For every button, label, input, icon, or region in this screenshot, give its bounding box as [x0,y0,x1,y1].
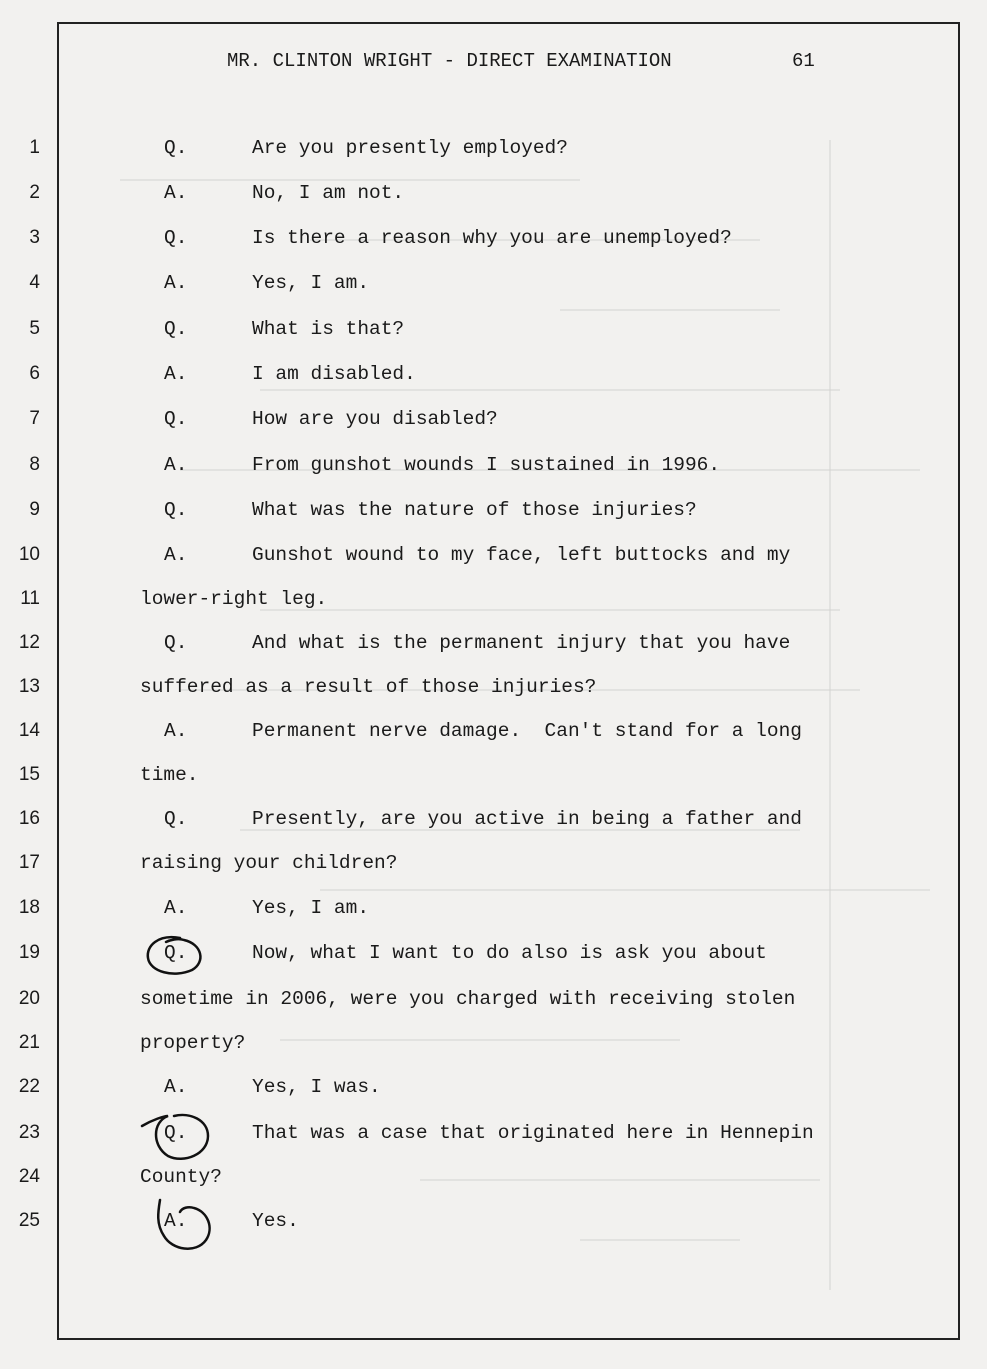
line-text: Yes, I am. [252,897,370,919]
speaker-marker: A. [164,454,188,476]
transcript-line [0,852,987,882]
page-header [0,50,987,76]
transcript-line [0,897,987,927]
transcript-line [0,499,987,529]
line-number: 25 [18,1210,40,1231]
line-text: Is there a reason why you are unemployed? [252,227,732,249]
transcript-line [0,988,987,1018]
line-text: No, I am not. [252,182,405,204]
transcript-line [0,720,987,750]
page-number: 61 [792,50,815,72]
line-text: What was the nature of those injuries? [252,499,697,521]
transcript-line [0,808,987,838]
header-title: MR. CLINTON WRIGHT - DIRECT EXAMINATION [227,50,672,72]
transcript-line [0,408,987,438]
line-text: suffered as a result of those injuries? [140,676,597,698]
speaker-marker: A. [164,544,188,566]
speaker-marker: A. [164,720,188,742]
line-number: 11 [20,588,40,609]
line-number: 6 [29,363,40,384]
transcript-line [0,1076,987,1106]
line-number: 9 [29,499,40,520]
line-number: 10 [18,544,40,565]
line-text: Permanent nerve damage. Can't stand for a long [252,720,802,742]
transcript-line [0,632,987,662]
line-number: 17 [18,852,40,873]
speaker-marker: Q. [164,942,188,964]
line-text: raising your children? [140,852,398,874]
speaker-marker: A. [164,182,188,204]
speaker-marker: Q. [164,1122,188,1144]
line-text: How are you disabled? [252,408,498,430]
line-number: 13 [18,676,40,697]
transcript-line [0,272,987,302]
speaker-marker: Q. [164,318,188,340]
line-text: Yes, I was. [252,1076,381,1098]
line-text: What is that? [252,318,405,340]
transcript-line [0,1122,987,1152]
line-number: 22 [18,1076,40,1097]
speaker-marker: Q. [164,137,188,159]
speaker-marker: A. [164,272,188,294]
line-number: 15 [18,764,40,785]
transcript-line [0,227,987,257]
line-text: sometime in 2006, were you charged with receiving stolen [140,988,796,1010]
line-number: 12 [18,632,40,653]
transcript-line [0,454,987,484]
speaker-marker: Q. [164,408,188,430]
speaker-marker: Q. [164,632,188,654]
line-text: time. [140,764,199,786]
line-number: 18 [18,897,40,918]
transcript-line [0,676,987,706]
line-text: lower-right leg. [140,588,328,610]
transcript-line [0,588,987,618]
line-text: Yes, I am. [252,272,370,294]
line-text: Gunshot wound to my face, left buttocks and my [252,544,791,566]
transcript-line [0,363,987,393]
line-number: 7 [29,408,40,429]
speaker-marker: Q. [164,499,188,521]
line-number: 14 [18,720,40,741]
speaker-marker: Q. [164,808,188,830]
line-number: 23 [18,1122,40,1143]
speaker-marker: A. [164,363,188,385]
transcript-line [0,942,987,972]
line-number: 21 [18,1032,40,1053]
line-text: Are you presently employed? [252,137,568,159]
line-number: 20 [18,988,40,1009]
speaker-marker: Q. [164,227,188,249]
line-number: 1 [29,137,40,158]
transcript-line [0,182,987,212]
line-text: And what is the permanent injury that you have [252,632,791,654]
line-text: Yes. [252,1210,299,1232]
line-number: 3 [29,227,40,248]
line-text: I am disabled. [252,363,416,385]
speaker-marker: A. [164,897,188,919]
transcript-line [0,137,987,167]
transcript-line [0,764,987,794]
transcript-line [0,544,987,574]
line-text: From gunshot wounds I sustained in 1996. [252,454,721,476]
line-number: 5 [29,318,40,339]
transcript-line [0,318,987,348]
transcript-line [0,1210,987,1240]
line-number: 8 [29,454,40,475]
line-text: That was a case that originated here in Hennepin [252,1122,814,1144]
line-text: property? [140,1032,246,1054]
transcript-line [0,1032,987,1062]
line-number: 19 [18,942,40,963]
line-text: County? [140,1166,222,1188]
line-text: Now, what I want to do also is ask you about [252,942,767,964]
line-number: 24 [18,1166,40,1187]
line-number: 2 [29,182,40,203]
line-number: 16 [18,808,40,829]
speaker-marker: A. [164,1076,188,1098]
line-text: Presently, are you active in being a father and [252,808,802,830]
transcript-line [0,1166,987,1196]
line-number: 4 [29,272,40,293]
speaker-marker: A. [164,1210,188,1232]
